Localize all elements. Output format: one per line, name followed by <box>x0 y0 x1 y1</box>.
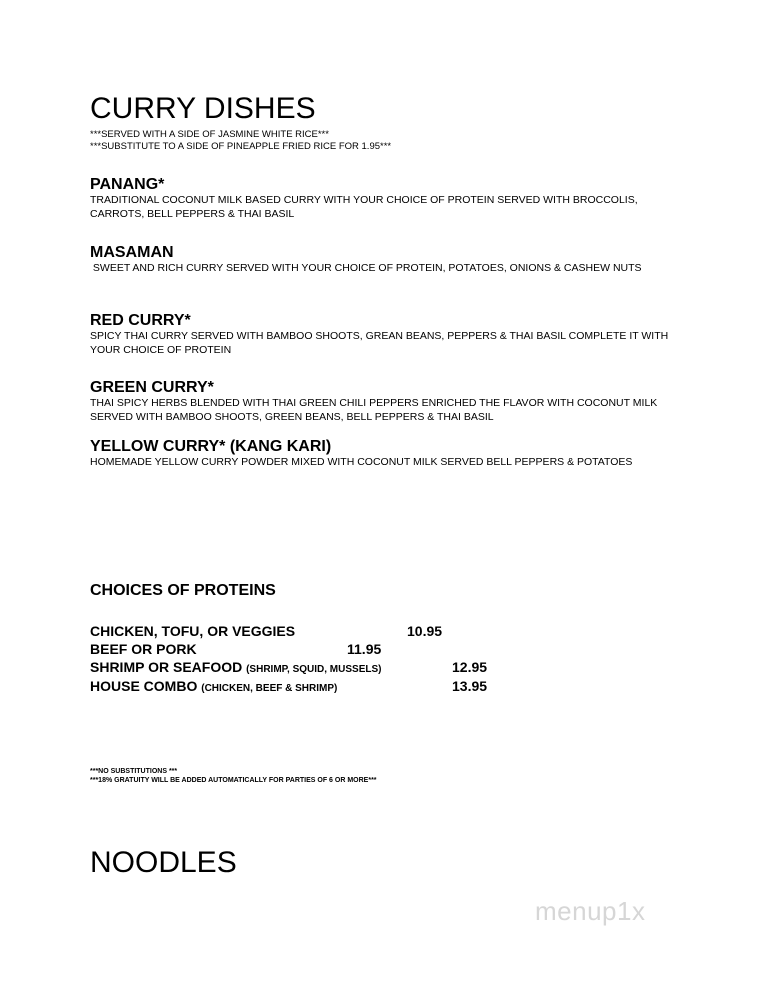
dish-description: HOMEMADE YELLOW CURRY POWDER MIXED WITH COCONUT MILK SERVED BELL PEPPERS & POTATOES <box>90 456 633 468</box>
protein-detail: (CHICKEN, BEEF & SHRIMP) <box>201 683 338 694</box>
protein-name: SHRIMP OR SEAFOOD <box>90 659 247 675</box>
dish-red-curry <box>90 311 690 357</box>
dish-name: MASAMAN <box>90 244 174 261</box>
noodles-section-title: NOODLES <box>90 846 237 879</box>
curry-note-substitute: ***SUBSTITUTE TO A SIDE OF PINEAPPLE FRIED RICE FOR 1.95*** <box>90 141 392 152</box>
protein-price-house-combo: 13.95 <box>452 678 488 694</box>
dish-name: RED CURRY* <box>90 312 191 329</box>
protein-price-shrimp: 12.95 <box>452 659 488 675</box>
protein-price-beef: 11.95 <box>347 641 382 657</box>
dish-name: YELLOW CURRY* (KANG KARI) <box>90 438 332 455</box>
dish-panang <box>90 175 690 221</box>
dish-yellow-curry <box>90 437 690 470</box>
dish-masaman <box>90 243 690 276</box>
footnote-no-substitutions: ***NO SUBSTITUTIONS *** <box>90 768 178 775</box>
proteins-title: CHOICES OF PROTEINS <box>90 582 276 599</box>
dish-green-curry <box>90 378 690 424</box>
curry-note-rice: ***SERVED WITH A SIDE OF JASMINE WHITE RICE*** <box>90 129 329 140</box>
menupix-watermark: menup1x <box>535 896 646 926</box>
protein-name: BEEF OR PORK <box>90 641 197 657</box>
protein-row-house-combo <box>90 677 337 698</box>
protein-name: HOUSE COMBO <box>90 678 202 694</box>
dish-description: SWEET AND RICH CURRY SERVED WITH YOUR CHOICE OF PROTEIN, POTATOES, ONIONS & CASHEW NUTS <box>90 262 642 274</box>
dish-description: THAI SPICY HERBS BLENDED WITH THAI GREEN CHILI PEPPERS ENRICHED THE FLAVOR WITH COCONUT MILK SERVED WITH BAMBOO SHOOTS, GREEN BEANS, BELL PEPPERS & THAI BASIL <box>90 397 658 423</box>
protein-detail: (SHRIMP, SQUID, MUSSELS) <box>246 664 382 675</box>
protein-row-chicken <box>90 622 295 640</box>
protein-row-beef <box>90 640 197 658</box>
dish-description: SPICY THAI CURRY SERVED WITH BAMBOO SHOOTS, GREAN BEANS, PEPPERS & THAI BASIL COMPLETE IT WITH YOUR CHOICE OF PROTEIN <box>90 330 669 356</box>
dish-name: PANANG* <box>90 176 165 193</box>
dish-description: TRADITIONAL COCONUT MILK BASED CURRY WITH YOUR CHOICE OF PROTEIN SERVED WITH BROCCOLIS, CARROTS, BELL PEPPERS & THAI BASIL <box>90 194 638 220</box>
dish-name: GREEN CURRY* <box>90 379 214 396</box>
protein-name: CHICKEN, TOFU, OR VEGGIES <box>90 623 296 639</box>
protein-row-shrimp <box>90 658 381 679</box>
footnote-gratuity: ***18% GRATUITY WILL BE ADDED AUTOMATICALLY FOR PARTIES OF 6 OR MORE*** <box>90 777 377 784</box>
protein-price-chicken: 10.95 <box>407 623 443 639</box>
curry-section-title: CURRY DISHES <box>90 92 316 125</box>
